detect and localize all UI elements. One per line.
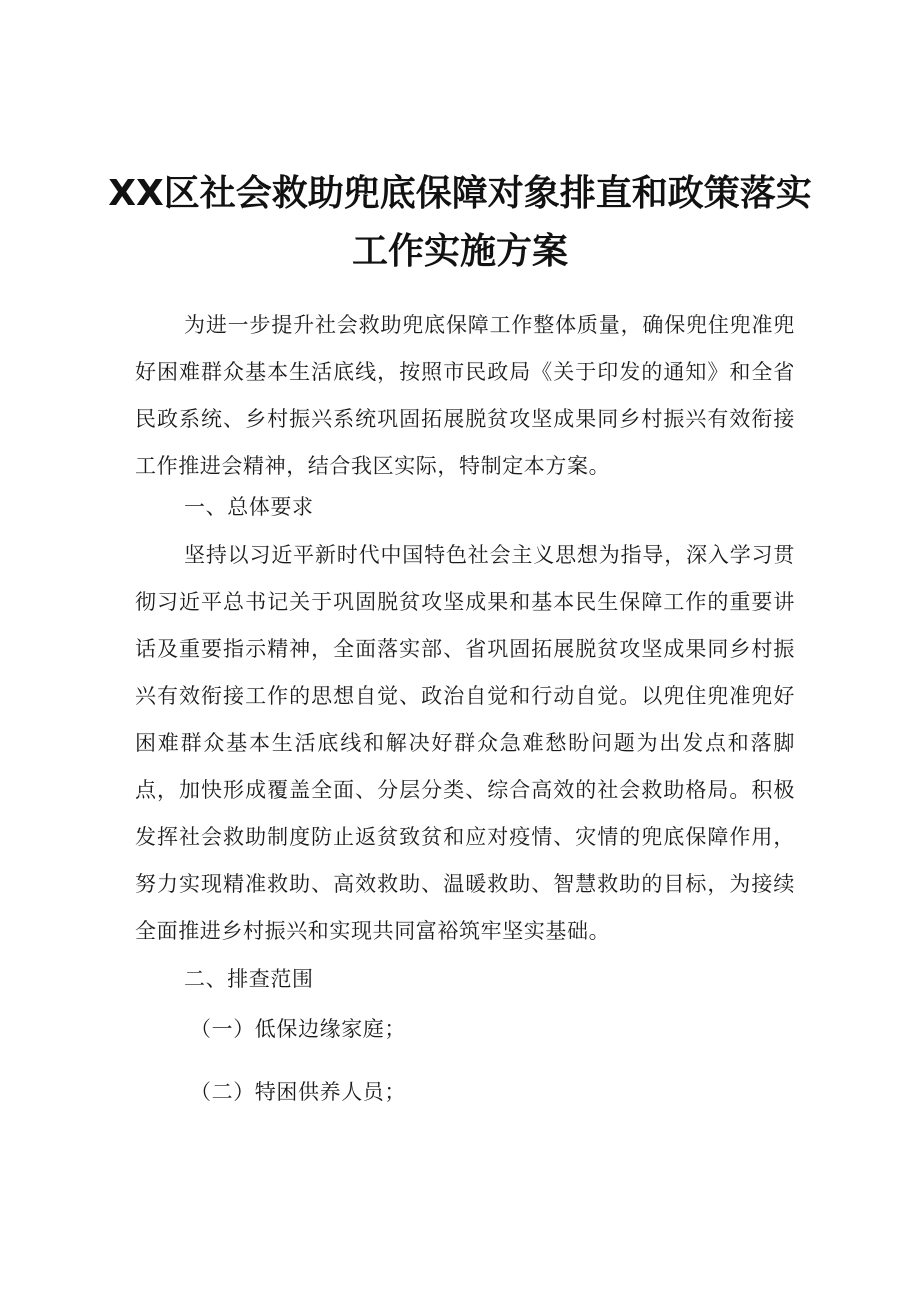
section-2-item: （一）低保边缘家庭； — [190, 1017, 406, 1041]
section-2-heading: 二、排查范围 — [184, 967, 314, 991]
intro-paragraph: 为进一步提升社会救助兜底保障工作整体质量，确保兜住兜准兜好困难群众基本生活底线，按照市民政局《关于印发的通知》和全省民政系统、乡村振兴系统巩固拓展脱贫攻坚成果同乡村振兴有效衔接工作推进会精神，结合我区实际，特制定本方案。 — [135, 313, 795, 478]
section-2-item: （二）特困供养人员； — [190, 1080, 406, 1104]
section-1-paragraph: 坚持以习近平新时代中国特色社会主义思想为指导，深入学习贯彻习近平总书记关于巩固脱贫攻坚成果和基本民生保障工作的重要讲话及重要指示精神，全面落实部、省巩固拓展脱贫攻坚成果同乡村振兴有效衔接工作的思想自觉、政治自觉和行动自觉。以兜住兜准兜好困难群众基本生活底线和解决好群众急难愁盼问题为出发点和落脚点，加快形成覆盖全面、分层分类、综合高效的社会救助格局。积极发挥社会救助制度防止返贫致贫和应对疫情、灾情的兜底保障作用，努力实现精准救助、高效救助、温暖救助、智慧救助的目标，为接续全面推进乡村振兴和实现共同富裕筑牢坚实基础。 — [135, 543, 795, 943]
document-title-line-1: XX区社会救助兜底保障对象排直和政策落实 — [108, 173, 812, 214]
section-1-heading: 一、总体要求 — [184, 495, 314, 519]
document-title-line-2: 工作实施方案 — [351, 231, 568, 272]
